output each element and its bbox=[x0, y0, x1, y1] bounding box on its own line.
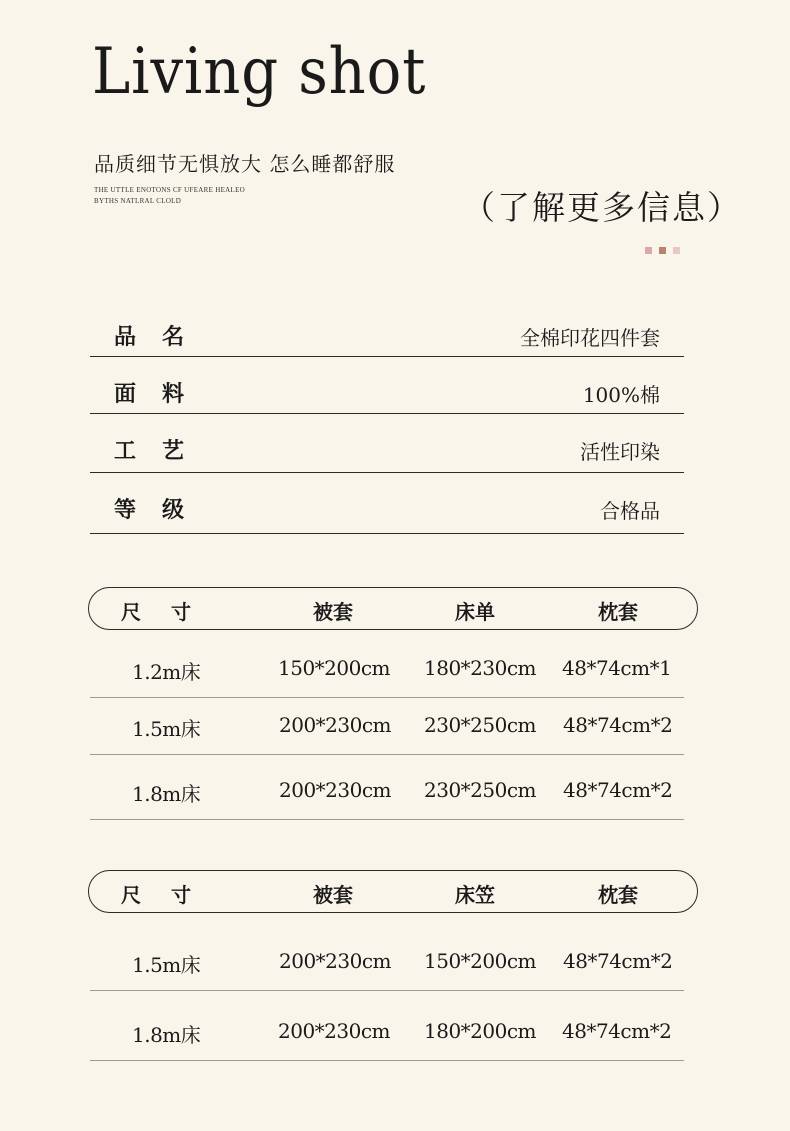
cell-sheet: 230*250cm bbox=[424, 778, 537, 802]
subtitle: 品质细节无惧放大 怎么睡都舒服 bbox=[94, 152, 396, 176]
cell-size: 1.2m床 bbox=[132, 660, 201, 684]
table2-header-duvet: 被套 bbox=[313, 883, 353, 907]
spec-row-process bbox=[90, 414, 684, 473]
small-english-line-1: THE UTTLE ENOTONS CF UFEARE HEALEO bbox=[94, 186, 246, 194]
page-title: Living shot bbox=[92, 35, 427, 109]
cell-size: 1.8m床 bbox=[132, 782, 201, 806]
table-row bbox=[90, 640, 684, 698]
table-row bbox=[90, 698, 684, 755]
dot-1 bbox=[645, 247, 652, 254]
table2-header bbox=[88, 870, 698, 913]
decorative-dots bbox=[645, 247, 680, 254]
table2-header-fitted-sheet: 床笠 bbox=[455, 883, 495, 907]
table1-header-sheet: 床单 bbox=[455, 600, 495, 624]
table1-header-size: 尺寸 bbox=[121, 600, 221, 624]
table2-header-pillowcase: 枕套 bbox=[598, 883, 638, 907]
cell-duvet: 200*230cm bbox=[279, 778, 392, 802]
cell-pillowcase: 48*74cm*2 bbox=[563, 713, 673, 737]
cell-pillowcase: 48*74cm*1 bbox=[562, 656, 672, 680]
more-info-label: （了解更多信息） bbox=[462, 188, 742, 227]
cell-size: 1.5m床 bbox=[132, 953, 201, 977]
spec-value: 活性印染 bbox=[580, 440, 660, 464]
cell-size: 1.8m床 bbox=[132, 1023, 201, 1047]
spec-value: 全棉印花四件套 bbox=[520, 326, 660, 350]
table-row bbox=[90, 755, 684, 820]
table-row bbox=[90, 920, 684, 991]
cell-fitted-sheet: 150*200cm bbox=[424, 949, 537, 973]
cell-duvet: 200*230cm bbox=[279, 949, 392, 973]
table2-header-size: 尺寸 bbox=[121, 883, 221, 907]
cell-sheet: 180*230cm bbox=[424, 656, 537, 680]
spec-row-fabric bbox=[90, 357, 684, 414]
dot-3 bbox=[673, 247, 680, 254]
spec-row-grade bbox=[90, 473, 684, 534]
spec-value: 合格品 bbox=[600, 499, 660, 523]
cell-duvet: 200*230cm bbox=[279, 713, 392, 737]
cell-duvet: 150*200cm bbox=[278, 656, 391, 680]
table1-header bbox=[88, 587, 698, 630]
cell-pillowcase: 48*74cm*2 bbox=[563, 949, 673, 973]
spec-label: 面料 bbox=[114, 381, 211, 407]
small-english-line-2: BYTHS NATLRAL CLOLD bbox=[94, 197, 182, 205]
table1-header-pillowcase: 枕套 bbox=[598, 600, 638, 624]
spec-label: 品名 bbox=[114, 324, 211, 350]
spec-row-name bbox=[90, 310, 684, 357]
spec-value: 100%棉 bbox=[582, 383, 660, 407]
spec-label: 等级 bbox=[114, 497, 211, 523]
cell-pillowcase: 48*74cm*2 bbox=[563, 778, 673, 802]
dot-2 bbox=[659, 247, 666, 254]
spec-label: 工艺 bbox=[114, 438, 211, 464]
table-row bbox=[90, 991, 684, 1061]
cell-size: 1.5m床 bbox=[132, 717, 201, 741]
table1-header-duvet: 被套 bbox=[313, 600, 353, 624]
cell-pillowcase: 48*74cm*2 bbox=[562, 1019, 672, 1043]
cell-sheet: 230*250cm bbox=[424, 713, 537, 737]
cell-fitted-sheet: 180*200cm bbox=[424, 1019, 537, 1043]
cell-duvet: 200*230cm bbox=[278, 1019, 391, 1043]
